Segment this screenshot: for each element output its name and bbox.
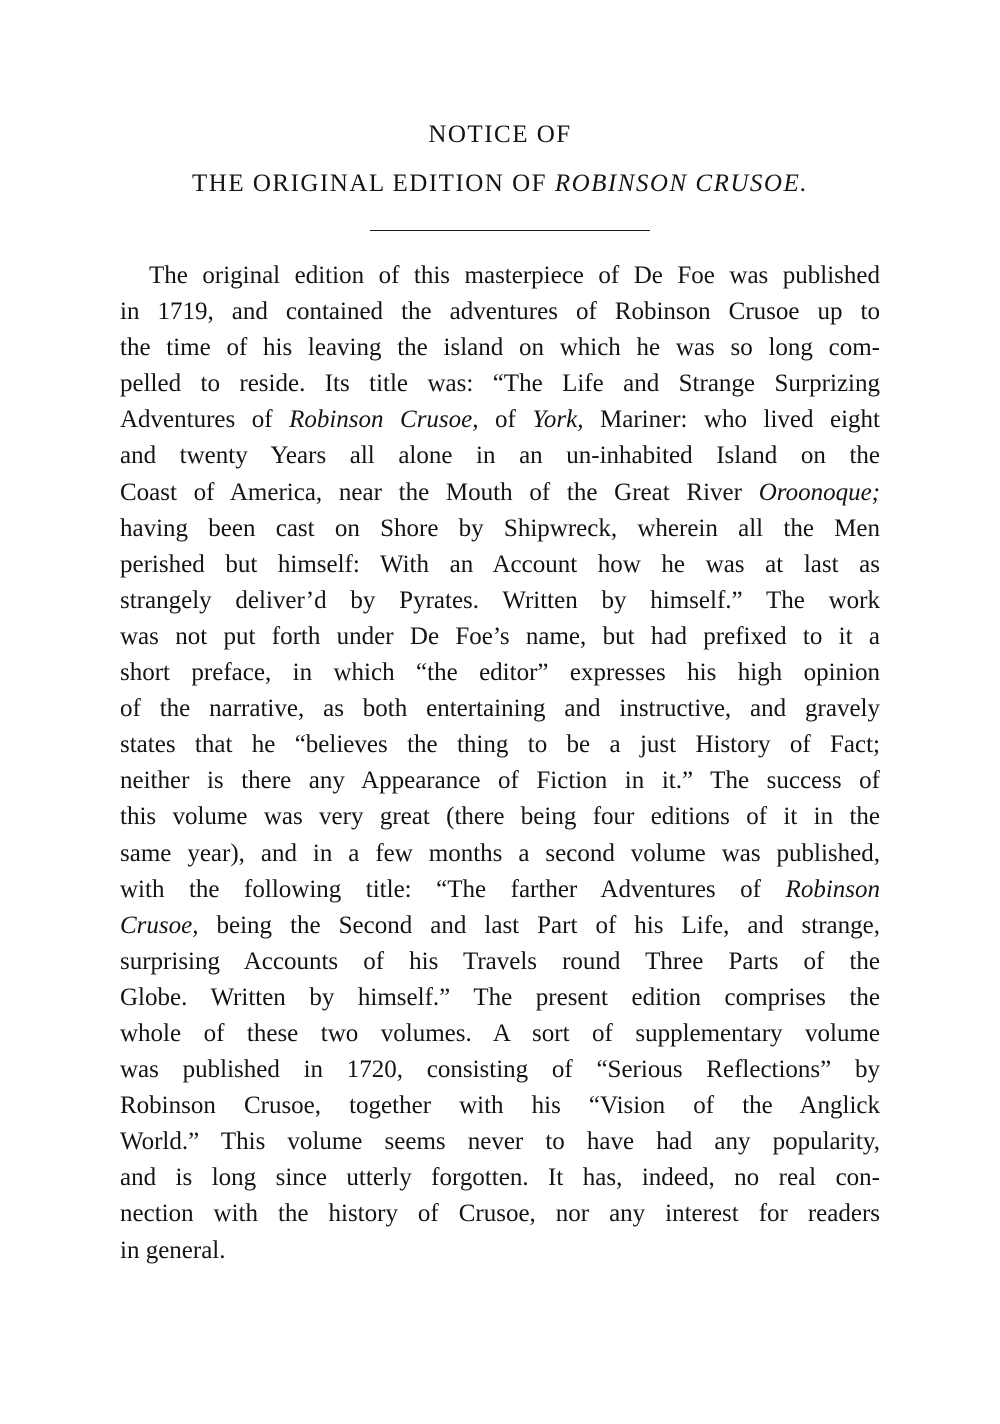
paragraph-line: strangely deliver’d by Pyrates. Written by himself.” The work [120, 586, 880, 614]
paragraph-line: in general. [120, 1236, 226, 1264]
paragraph-line: Adventures of Robinson Crusoe, of York, Mariner: who lived eight [120, 406, 880, 434]
italic-term: Oroonoque; [758, 478, 880, 506]
italic-term: Crusoe, [120, 911, 199, 939]
paragraph-line: Coast of America, near the Mouth of the Great River Oroonoque; [120, 478, 880, 506]
paragraph-line: pelled to reside. Its title was: “The Life and Strange Surprizing [120, 370, 880, 398]
title-divider [370, 230, 650, 231]
italic-term: Robinson Crusoe, [289, 406, 479, 434]
paragraph-line: having been cast on Shore by Shipwreck, wherein all the Men [120, 514, 880, 542]
paragraph-line: perished but himself: With an Account how he was at last as [120, 550, 880, 578]
page-title-line-1: NOTICE OF [428, 121, 572, 148]
italic-term: Robinson [785, 875, 880, 903]
paragraph-line: this volume was very great (there being four editions of it in the [120, 803, 880, 831]
paragraph-line: Robinson Crusoe, together with his “Vision of the Anglick [120, 1092, 880, 1120]
paragraph-line: The original edition of this masterpiece of De Foe was published [149, 262, 880, 289]
paragraph-line: short preface, in which “the editor” expresses his high opinion [120, 659, 880, 687]
title-prefix: THE ORIGINAL EDITION OF [192, 170, 555, 197]
paragraph-line: in 1719, and contained the adventures of Robinson Crusoe up to [120, 298, 880, 326]
paragraph-line: nection with the history of Crusoe, nor any interest for readers [120, 1200, 880, 1228]
paragraph-line: and is long since utterly forgotten. It has, indeed, no real con- [120, 1164, 880, 1192]
paragraph-line: Crusoe, being the Second and last Part of his Life, and strange, [120, 911, 880, 939]
paragraph-line: and twenty Years all alone in an un-inhabited Island on the [120, 442, 880, 470]
paragraph-line: with the following title: “The farther Adventures of Robinson [120, 875, 880, 903]
title-book-name: ROBINSON CRUSOE. [554, 170, 808, 197]
paragraph-line: surprising Accounts of his Travels round Three Parts of the [120, 947, 880, 975]
paragraph-line: of the narrative, as both entertaining and instructive, and gravely [120, 695, 880, 723]
paragraph-line: was not put forth under De Foe’s name, but had prefixed to it a [120, 622, 880, 650]
paragraph-line: whole of these two volumes. A sort of supplementary volume [120, 1019, 880, 1047]
italic-term: York, [532, 406, 584, 434]
paragraph-line: World.” This volume seems never to have had any popularity, [120, 1128, 880, 1156]
paragraph-line: same year), and in a few months a second volume was published, [120, 839, 880, 867]
page-title-line-2 [0, 167, 1000, 201]
notice-paragraph [120, 258, 880, 1269]
paragraph-line: the time of his leaving the island on which he was so long com- [120, 334, 880, 362]
paragraph-line: neither is there any Appearance of Fiction in it.” The success of [120, 767, 880, 795]
paragraph-line: Globe. Written by himself.” The present edition comprises the [120, 983, 880, 1011]
paragraph-line: was published in 1720, consisting of “Serious Reflections” by [120, 1056, 880, 1084]
paragraph-line: states that he “believes the thing to be a just History of Fact; [120, 731, 880, 759]
